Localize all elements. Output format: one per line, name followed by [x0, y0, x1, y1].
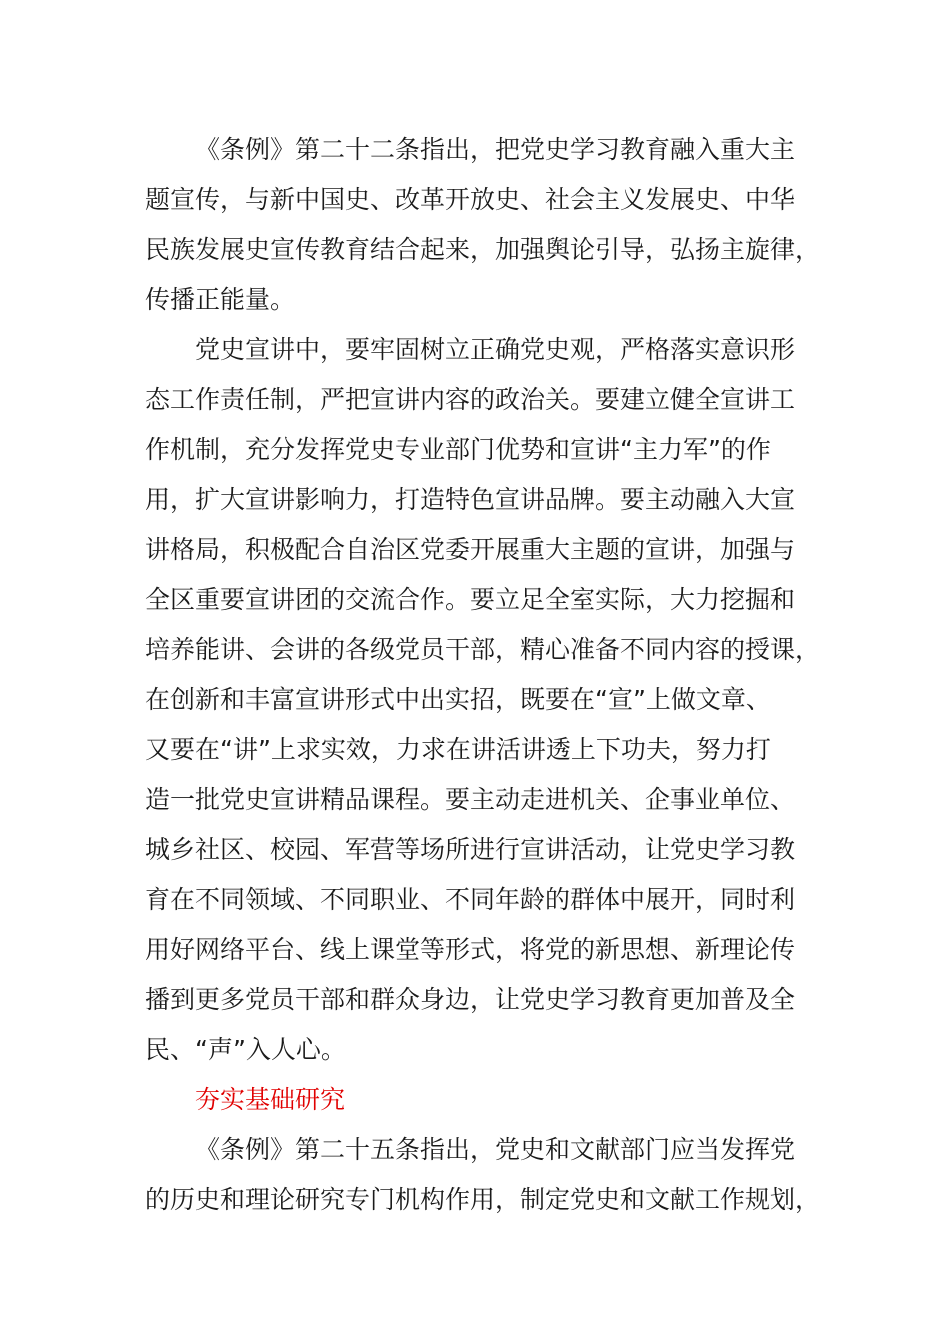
- text-line: 《条例》第二十五条指出，党史和文献部门应当发挥党: [195, 1135, 796, 1164]
- text-line: 在创新和丰富宣讲形式中出实招，既要在“宣”上做文章、: [145, 685, 771, 714]
- text-line: 的历史和理论研究专门机构作用，制定党史和文献工作规划，: [145, 1185, 821, 1214]
- text-line: 又要在“讲”上求实效，力求在讲活讲透上下功夫，努力打: [145, 735, 771, 764]
- text-line: 民族发展史宣传教育结合起来，加强舆论引导，弘扬主旋律，: [145, 235, 821, 264]
- text-line: 播到更多党员干部和群众身边，让党史学习教育更加普及全: [145, 985, 796, 1014]
- text-line: 培养能讲、会讲的各级党员干部，精心准备不同内容的授课，: [145, 635, 821, 664]
- text-line: 用好网络平台、线上课堂等形式，将党的新思想、新理论传: [145, 935, 796, 964]
- text-line: 作机制，充分发挥党史专业部门优势和宣讲“主力军”的作: [145, 435, 771, 464]
- text-line: 城乡社区、校园、军营等场所进行宣讲活动，让党史学习教: [145, 835, 796, 864]
- text-line: 态工作责任制，严把宣讲内容的政治关。要建立健全宣讲工: [145, 385, 796, 414]
- text-line: 传播正能量。: [145, 285, 296, 314]
- text-line: 《条例》第二十二条指出，把党史学习教育融入重大主: [195, 135, 796, 164]
- text-line: 讲格局，积极配合自治区党委开展重大主题的宣讲，加强与: [145, 535, 796, 564]
- text-line: 民、“声”入人心。: [145, 1035, 346, 1064]
- text-line: 造一批党史宣讲精品课程。要主动走进机关、企事业单位、: [145, 785, 796, 814]
- section-heading: 夯实基础研究: [195, 1085, 346, 1114]
- text-line: 题宣传，与新中国史、改革开放史、社会主义发展史、中华: [145, 185, 796, 214]
- text-line: 用，扩大宣讲影响力，打造特色宣讲品牌。要主动融入大宣: [145, 485, 796, 514]
- text-line: 全区重要宣讲团的交流合作。要立足全室实际，大力挖掘和: [145, 585, 796, 614]
- text-line: 育在不同领域、不同职业、不同年龄的群体中展开，同时利: [145, 885, 796, 914]
- text-line: 党史宣讲中，要牢固树立正确党史观，严格落实意识形: [195, 335, 796, 364]
